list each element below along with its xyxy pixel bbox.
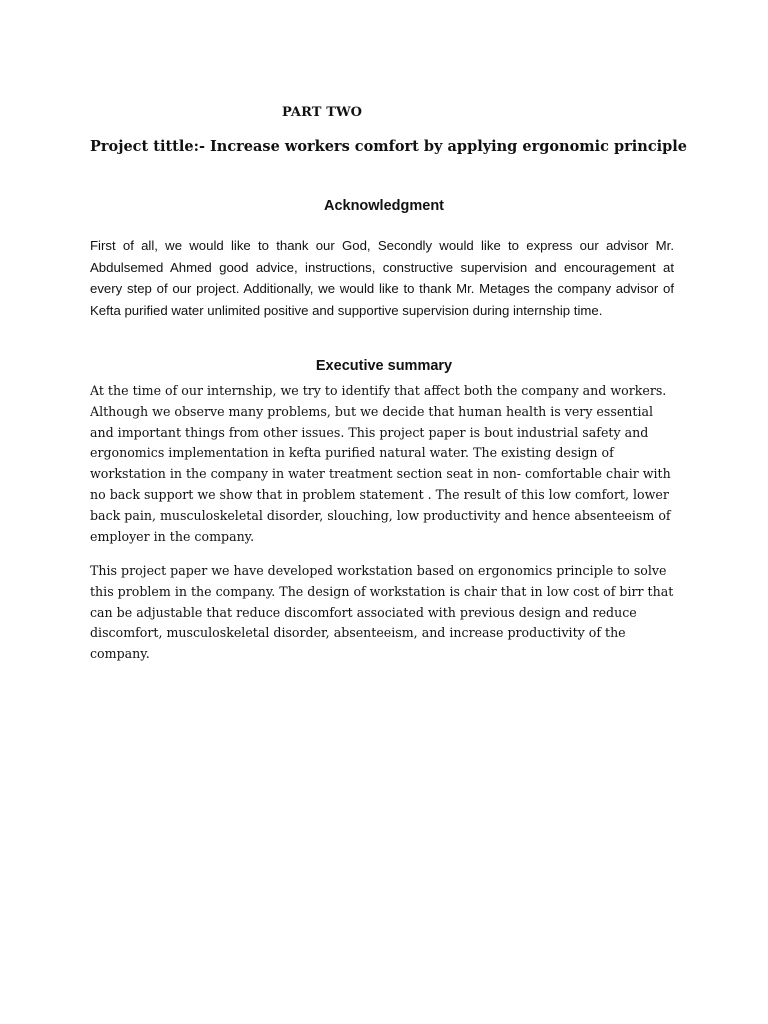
- acknowledgment-heading: Acknowledgment: [323, 198, 445, 214]
- executive-summary-heading: Executive summary: [315, 358, 453, 374]
- acknowledgment-body: First of all, we would like to thank our God, Secondly would like to express our advisor Mr. Abdulsemed Ahmed good advice, instructions, constructive supervision and encouragement at every step of our project. Additionally, we would like to thank Mr. Metages the company advisor of Kefta purified water unlimited positive and supportive supervision during internship time.: [90, 238, 674, 319]
- executive-summary-paragraph-2: This project paper we have developed workstation based on ergonomics principle to solve this problem in the company. The design of workstation is chair that in low cost of birr that can be adjustable that reduce discomfort associated with previous design and reduce discomfort, musculoskeletal disorder, absenteeism, and increase productivity of the company.: [90, 563, 674, 662]
- project-title: Project tittle:- Increase workers comfort by applying ergonomic principle: [90, 138, 688, 155]
- part-label: PART TWO: [282, 105, 363, 120]
- executive-summary-paragraph-1: At the time of our internship, we try to identify that affect both the company and workers. Although we observe many problems, but we decide that human health is very essential and important things from other issues. This project paper is bout industrial safety and ergonomics implementation in kefta purified natural water. The existing design of workstation in the company in water treatment section seat in non- comfortable chair with no back support we show that in problem statement . The result of this low comfort, lower back pain, musculoskeletal disorder, slouching, low productivity and hence absenteeism of employer in the company.: [90, 383, 671, 544]
